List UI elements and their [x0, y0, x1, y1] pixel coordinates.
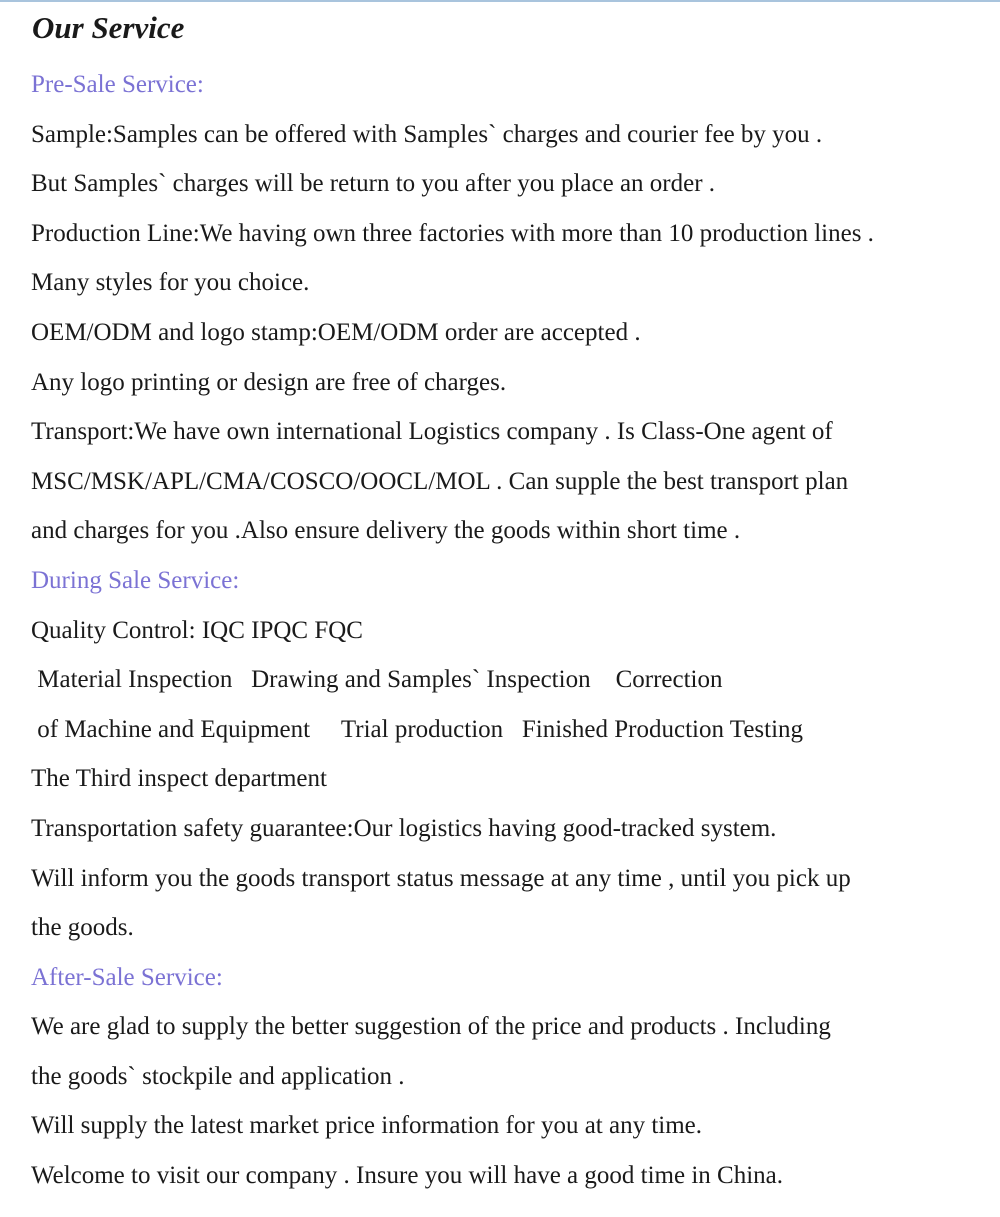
pre-sale-heading: Pre-Sale Service: [31, 71, 204, 98]
pre-sale-line: Any logo printing or design are free of charges. [31, 368, 507, 396]
top-divider [0, 0, 1000, 2]
service-document [31, 8, 991, 1201]
during-sale-heading: During Sale Service: [31, 566, 240, 594]
during-sale-line: The Third inspect department [31, 765, 327, 793]
after-sale-line: We are glad to supply the better suggestion of the price and products . Including [31, 1013, 831, 1041]
pre-sale-line: Many styles for you choice. [31, 269, 310, 297]
pre-sale-line: Transport:We have own international Logistics company . Is Class-One agent of [31, 418, 833, 446]
pre-sale-line: MSC/MSK/APL/CMA/COSCO/OOCL/MOL . Can supple the best transport plan [31, 467, 849, 495]
pre-sale-line: and charges for you .Also ensure delivery the goods within short time . [31, 517, 741, 545]
after-sale-line: the goods` stockpile and application . [31, 1062, 405, 1090]
after-sale-line: Welcome to visit our company . Insure you will have a good time in China. [31, 1162, 784, 1190]
during-sale-line: Will inform you the goods transport status message at any time , until you pick up [31, 864, 851, 892]
after-sale-heading: After-Sale Service: [31, 963, 223, 991]
during-sale-section [31, 556, 991, 953]
pre-sale-line: OEM/ODM and logo stamp:OEM/ODM order are accepted . [31, 318, 641, 346]
during-sale-line: of Machine and Equipment Trial production Finished Production Testing [31, 715, 804, 743]
after-sale-section [31, 953, 991, 1201]
pre-sale-line: But Samples` charges will be return to you after you place an order . [31, 170, 716, 198]
after-sale-line: Will supply the latest market price information for you at any time. [31, 1112, 703, 1140]
pre-sale-line: Sample:Samples can be offered with Samples` charges and courier fee by you . [31, 120, 823, 148]
during-sale-line: Transportation safety guarantee:Our logistics having good-tracked system. [31, 814, 777, 842]
page-title: Our Service [32, 10, 185, 45]
during-sale-line: Material Inspection Drawing and Samples` Inspection Correction [31, 666, 723, 694]
during-sale-line: the goods. [31, 914, 134, 942]
pre-sale-line: Production Line:We having own three factories with more than 10 production lines . [31, 219, 874, 247]
pre-sale-section [31, 60, 991, 556]
during-sale-line: Quality Control: IQC IPQC FQC [31, 616, 363, 644]
